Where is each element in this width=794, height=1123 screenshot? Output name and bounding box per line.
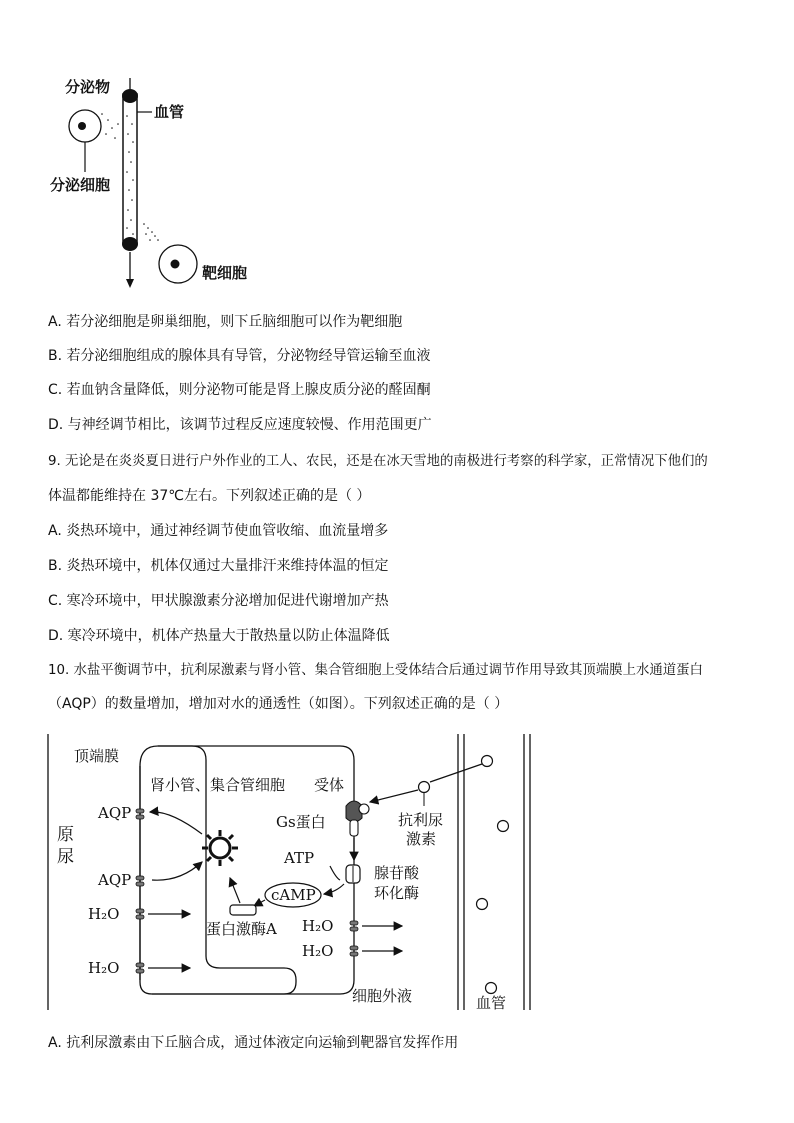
q8-option-a: A. 若分泌细胞是卵巢细胞，则下丘脑细胞可以作为靶细胞 — [48, 314, 403, 330]
h2o-label-2: H₂O — [88, 959, 120, 977]
q9-stem-line2: 体温都能维持在 37℃左右。下列叙述正确的是（ ） — [48, 488, 371, 504]
target-cell-label: 靶细胞 — [202, 264, 248, 282]
atp-label: ATP — [284, 849, 315, 867]
q9-option-d: D. 寒冷环境中，机体产热量大于散热量以防止体温降低 — [48, 628, 390, 644]
q9-option-c: C. 寒冷环境中，甲状腺激素分泌增加促进代谢增加产热 — [48, 593, 389, 609]
secretory-cell-label: 分泌细胞 — [50, 176, 111, 194]
primary-urine-label-1: 原 — [57, 825, 74, 845]
q10-stem-line2: （AQP）的数量增加，增加对水的通透性（如图）。下列叙述正确的是（ ） — [48, 696, 509, 712]
gs-protein-label: Gs蛋白 — [276, 813, 326, 831]
adh-molecule — [486, 983, 497, 994]
adh-molecule — [482, 756, 493, 767]
apical-membrane-label: 顶端膜 — [74, 747, 120, 765]
h2o-label-3: H₂O — [302, 917, 334, 935]
vessel-bottom-cap — [122, 237, 138, 251]
cell-label: 肾小管、集合管细胞 — [150, 776, 286, 794]
vessel-top-cap — [122, 89, 138, 103]
aqp-label-1: AQP — [98, 804, 132, 822]
h2o-label-1: H₂O — [88, 905, 120, 923]
h2o-label-4: H₂O — [302, 942, 334, 960]
adenylate-cyclase-label-2: 环化酶 — [374, 884, 420, 902]
ecf-label: 细胞外液 — [352, 987, 413, 1005]
q8-option-d: D. 与神经调节相比，该调节过程反应速度较慢、作用范围更广 — [48, 417, 432, 433]
adh-molecule — [498, 821, 509, 832]
adenylate-cyclase-label-1: 腺苷酸 — [374, 864, 420, 882]
q8-option-b: B. 若分泌细胞组成的腺体具有导管，分泌物经导管运输至血液 — [48, 348, 431, 364]
q9-option-b: B. 炎热环境中，机体仅通过大量排汗来维持体温的恒定 — [48, 558, 389, 574]
endocrine-diagram — [40, 76, 300, 296]
gs-protein — [350, 820, 358, 836]
aqp-label-2: AQP — [98, 871, 132, 889]
adh-label-1: 抗利尿 — [398, 811, 444, 829]
q8-option-c: C. 若血钠含量降低，则分泌物可能是肾上腺皮质分泌的醛固酮 — [48, 382, 431, 398]
receptor-label: 受体 — [314, 776, 345, 794]
vessel-label: 血管 — [154, 103, 185, 121]
blood-vessel-label: 血管 — [476, 994, 507, 1012]
q10-option-a: A. 抗利尿激素由下丘脑合成，通过体液定向运输到靶器官发挥作用 — [48, 1035, 459, 1051]
q9-option-a: A. 炎热环境中，通过神经调节使血管收缩、血流量增多 — [48, 523, 389, 539]
q9-stem-line1: 9. 无论是在炎炎夏日进行户外作业的工人、农民，还是在冰天雪地的南极进行考察的科学家，正常情况下他们的 — [48, 454, 708, 469]
primary-urine-label-2: 尿 — [57, 847, 74, 867]
q10-stem-line1: 10. 水盐平衡调节中，抗利尿激素与肾小管、集合管细胞上受体结合后通过调节作用导致其顶端膜上水通道蛋白 — [48, 663, 703, 678]
camp-label: cAMP — [271, 886, 316, 904]
protein-kinase-a — [230, 905, 256, 915]
adh-molecule — [477, 899, 488, 910]
protein-kinase-a-label: 蛋白激酶A — [206, 920, 277, 938]
aqp-vesicle — [202, 830, 238, 866]
secretion-label: 分泌物 — [65, 78, 111, 96]
adh-aqp-diagram — [40, 730, 540, 1015]
adh-label-2: 激素 — [406, 830, 437, 848]
blood-vessel-tube — [123, 94, 137, 244]
